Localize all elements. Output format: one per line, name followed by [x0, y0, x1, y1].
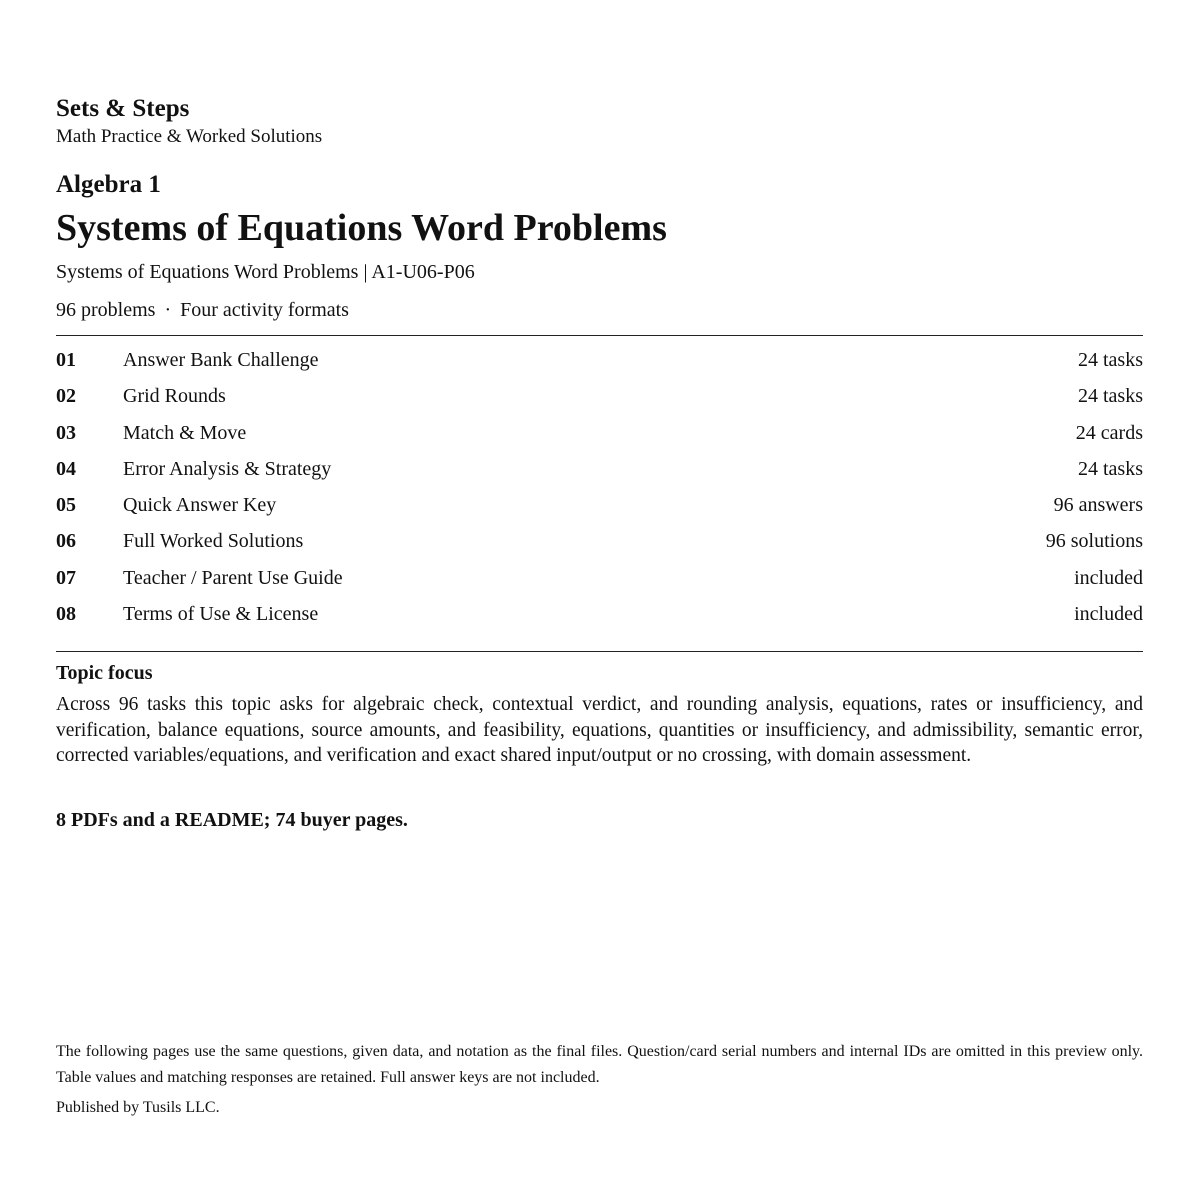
package-summary: 8 PDFs and a README; 74 buyer pages.	[56, 809, 408, 831]
contents-row	[56, 415, 1143, 451]
contents-count: 24 tasks	[1078, 457, 1143, 480]
contents-top-divider	[56, 335, 1143, 336]
preview-note: The following pages use the same questions, given data, and notation as the final files. Question/card serial numbers and internal IDs are omitted in this preview only. Table values and matching responses are retained. Full answer keys are not included.	[56, 1043, 1143, 1086]
contents-label: Grid Rounds	[123, 385, 226, 408]
contents-count: 96 solutions	[1045, 530, 1143, 553]
contents-number: 01	[56, 349, 76, 371]
product-preview-page	[56, 0, 1143, 1200]
contents-label: Match & Move	[123, 421, 247, 444]
contents-row	[56, 342, 1143, 378]
contents-label: Error Analysis & Strategy	[123, 457, 332, 480]
contents-row	[56, 378, 1143, 414]
page-title: Systems of Equations Word Problems	[56, 207, 667, 249]
contents-number: 05	[56, 494, 76, 517]
contents-number: 07	[56, 566, 76, 589]
topic-focus-heading: Topic focus	[56, 662, 153, 684]
contents-number: 06	[56, 530, 76, 553]
meta-separator: ·	[164, 299, 172, 321]
contents-row	[56, 451, 1143, 487]
contents-count: included	[1074, 603, 1143, 626]
publisher-line: Published by Tusils LLC.	[56, 1099, 220, 1116]
contents-label: Quick Answer Key	[123, 494, 277, 517]
contents-label: Teacher / Parent Use Guide	[123, 566, 343, 589]
contents-number: 03	[56, 421, 76, 444]
contents-number: 08	[56, 603, 76, 626]
contents-label: Terms of Use & License	[123, 603, 319, 626]
contents-number: 04	[56, 457, 76, 480]
topic-focus-text: Across 96 tasks this topic asks for algebraic check, contextual verdict, and rounding analysis, equations, rates or insufficiency, and verification, balance equations, source amounts, and feasibility, equations, quantities or insufficiency, and admissibility, semantic error, corrected variables/equations, and verification and exact shared input/output or no crossing, with domain assessment.	[56, 694, 1143, 766]
contents-count: 24 tasks	[1078, 385, 1143, 408]
contents-label: Full Worked Solutions	[123, 530, 304, 553]
contents-count: 24 cards	[1075, 421, 1143, 444]
contents-count: included	[1074, 566, 1143, 589]
brand-tagline: Math Practice & Worked Solutions	[56, 126, 323, 147]
contents-row	[56, 560, 1143, 596]
brand-name: Sets & Steps	[56, 95, 190, 122]
contents-list	[56, 342, 1143, 632]
contents-row	[56, 596, 1143, 632]
course-name: Algebra 1	[56, 171, 161, 198]
contents-bottom-divider	[56, 651, 1143, 652]
contents-number: 02	[56, 385, 76, 408]
contents-count: 96 answers	[1053, 494, 1143, 517]
contents-row	[56, 487, 1143, 523]
activity-formats: Four activity formats	[180, 299, 349, 321]
page-subtitle: Systems of Equations Word Problems | A1-U06-P06	[56, 261, 475, 283]
problem-count: 96 problems	[56, 299, 156, 321]
contents-row	[56, 523, 1143, 559]
contents-count: 24 tasks	[1078, 349, 1143, 371]
contents-label: Answer Bank Challenge	[123, 349, 319, 371]
product-meta	[56, 298, 349, 322]
